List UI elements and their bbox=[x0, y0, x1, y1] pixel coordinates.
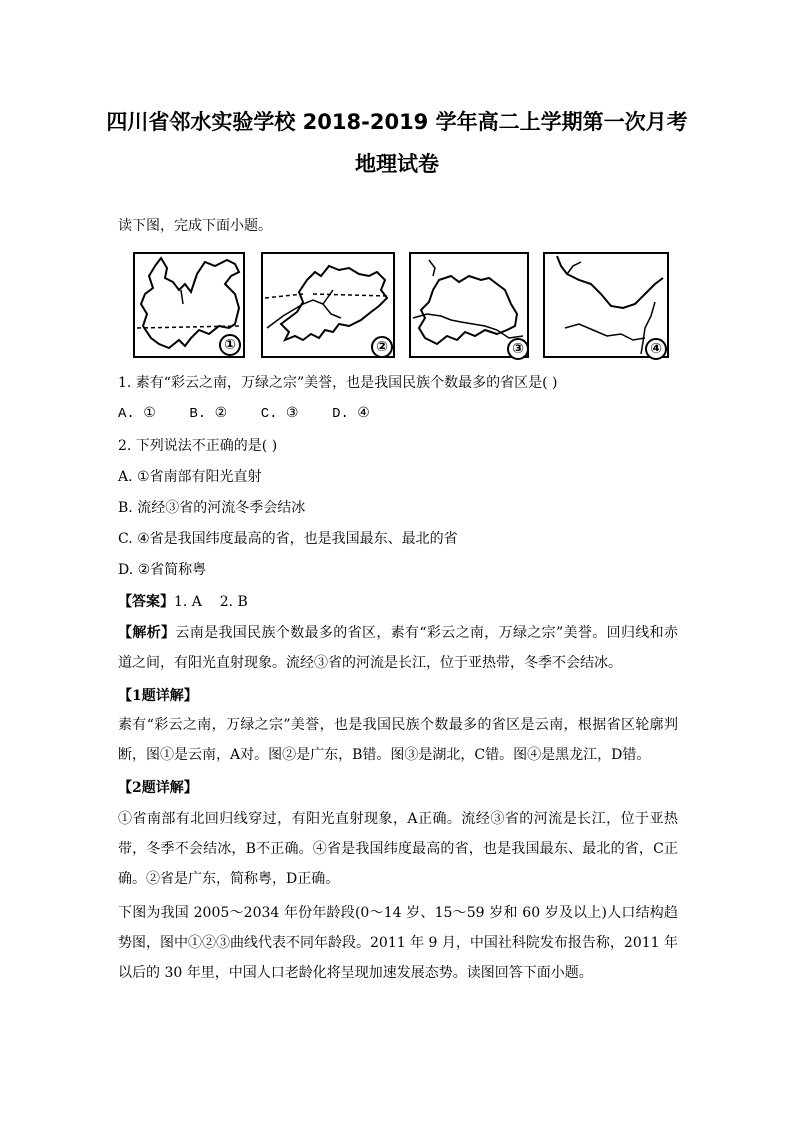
detail-1-label: 【1题详解】 bbox=[118, 688, 198, 704]
map-3-label: ③ bbox=[507, 338, 529, 360]
question-2-option-b: B. 流经③省的河流冬季会结冰 bbox=[118, 500, 306, 516]
province-maps bbox=[133, 252, 669, 360]
analysis-text: 云南是我国民族个数最多的省区，素有“彩云之南，万绿之宗”美誉。回归线和赤道之间，有阳光直射现象。流经③省的河流是长江，位于亚热带，冬季不会结冰。 bbox=[118, 625, 679, 671]
next-question-intro: 下图为我国 2005～2034 年份年龄段(0～14 岁、15～59 岁和 60 岁及以上)人口结构趋势图，图中①②③曲线代表不同年龄段。2011 年 9 月，中国社科院发布报告称，2011 年以后的 30 年里，中国人口老龄化将呈现加速发展态势。读图回答下面小题。 bbox=[118, 905, 678, 981]
exam-subtitle: 地理试卷 bbox=[355, 152, 439, 176]
question-2-option-a: A. ①省南部有阳光直射 bbox=[118, 469, 262, 485]
question-2-stem: 2. 下列说法不正确的是( ) bbox=[118, 438, 278, 454]
question-2-option-c: C. ④省是我国纬度最高的省，也是我国最东、最北的省 bbox=[118, 531, 458, 547]
question-1-stem: 1. 素有“彩云之南，万绿之宗”美誉，也是我国民族个数最多的省区是( ) bbox=[118, 375, 558, 391]
analysis-label: 【解析】 bbox=[118, 625, 176, 641]
question-2-option-d: D. ②省简称粤 bbox=[118, 562, 207, 578]
map-heilongjiang bbox=[543, 252, 669, 358]
map-4-label: ④ bbox=[645, 338, 667, 360]
exam-title: 四川省邻水实验学校 2018-2019 学年高二上学期第一次月考 bbox=[106, 110, 688, 134]
intro-text: 读下图，完成下面小题。 bbox=[118, 218, 272, 234]
detail-2-label: 【2题详解】 bbox=[118, 780, 198, 796]
map-guangdong bbox=[261, 252, 395, 358]
map-2-label: ② bbox=[371, 336, 393, 358]
map-yunnan bbox=[133, 252, 245, 358]
analysis-paragraph bbox=[118, 618, 678, 678]
answer-label: 【答案】 bbox=[118, 594, 174, 610]
detail-1-text: 素有“彩云之南，万绿之宗”美誉，也是我国民族个数最多的省区是云南，根据省区轮廓判断，图①是云南，A对。图②是广东，B错。图③是湖北，C错。图④是黑龙江，D错。 bbox=[118, 717, 678, 763]
question-1-options: A. ① B. ② C. ③ D. ④ bbox=[118, 406, 370, 422]
map-1-label: ① bbox=[219, 334, 241, 356]
detail-2-text: ①省南部有北回归线穿过，有阳光直射现象，A正确。流经③省的河流是长江，位于亚热带，冬季不会结冰，B不正确。④省是我国纬度最高的省，也是我国最东、最北的省，C正确。②省是广东，简称粤，D正确。 bbox=[118, 811, 678, 887]
answer-row bbox=[118, 592, 678, 612]
answer-text: 1. A 2. B bbox=[174, 594, 248, 610]
map-hubei bbox=[409, 252, 529, 358]
